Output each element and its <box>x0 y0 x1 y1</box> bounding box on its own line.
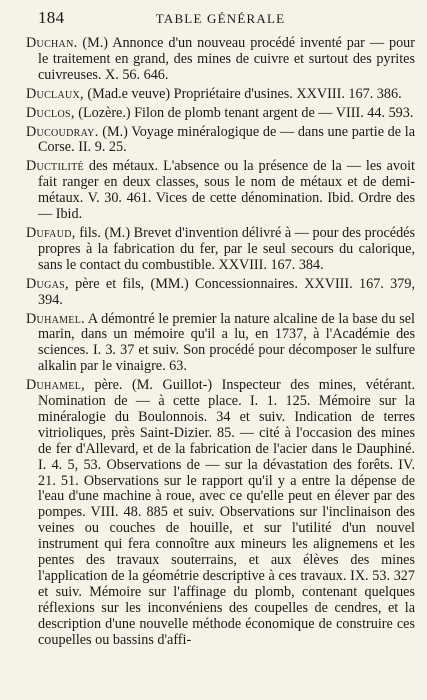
index-entry-duhamel-pere <box>26 378 415 648</box>
running-title: TABLE GÉNÉRALE <box>155 11 286 26</box>
index-entry-ductilite <box>26 159 415 223</box>
index-entries <box>26 36 415 649</box>
entry-headword: Duhamel, <box>26 377 85 394</box>
entry-headword: Ductilité <box>26 158 84 175</box>
index-entry-dugas <box>26 277 415 309</box>
entry-headword: Ducoudray. <box>26 123 99 140</box>
entry-headword: Dugas, <box>26 275 69 292</box>
entry-text: père et fils, (MM.) Concessionnaires. XXVIII. 167. 379, 394. <box>38 275 415 308</box>
entry-text: A démontré le premier la nature alcaline de la base du sel marin, dans un mémoire qu'il a lu, en 1737, à l'Académie des sciences. I. 3. 37 et suiv. Son procédé pour décomposer le sulfure alkalin par le vinaigre. 63. <box>38 310 415 375</box>
entry-text: fils. (M.) Brevet d'invention délivré à — pour des procédés propres à la fabrication du fer, par le seul secours du calorique, sans le contact du combustible. XXVIII. 167. 384. <box>38 224 415 273</box>
entry-headword: Duclaux, <box>26 85 84 102</box>
index-entry-dufaud <box>26 226 415 274</box>
entry-text: des métaux. L'absence ou la présence de la — les avoit fait ranger en deux classes, sous le nom de métaux et de demi-métaux. V. 30. 461. Vices de cette dénomination. Ibid. Ordre des — Ibid. <box>38 158 415 223</box>
index-entry-duhamel <box>26 312 415 376</box>
entry-headword: Duclos, <box>26 104 75 121</box>
entry-text: père. (M. Guillot-) Inspecteur des mines, vétérant. Nomination de — à cette place. I. 1. 125. Mémoire sur la minéralogie du Boulonnois. 34 et suiv. Indication de terres vitrioliques, près Saint-Dizier. 85. — cité à l'occasion des mines de fer d'Allevard, et de la fabrication de l'acier dans le Dauphiné. I. 4. 5, 53. Observations de — sur la dévastation des forêts. IV. 21. 51. Observations sur le rapport qu'il y a entre la dépense de l'eau d'une machine à roue, avec ce qu'elle peut en élever par des pompes. VIII. 48. 885 et suiv. Observations sur l'inclinaison des veines ou couches de houille, et sur l'utilité d'un nouvel instrument qui fera connoître aux mineurs les alignemens et les pentes des travaux souterrains, et aux élèves des mines l'application de la géométrie descriptive à ces travaux. IX. 53. 327 et suiv. Mémoire sur l'affinage du plomb, contenant quelques réflexions sur les inconvéniens des coupelles de cendres, et la description d'une nouvelle méthode économique de construire ces coupelles ou bassins d'affi- <box>38 377 415 648</box>
entry-headword: Duhamel. <box>26 310 85 327</box>
index-entry-ducoudray <box>26 125 415 157</box>
index-entry-duclaux <box>26 87 415 103</box>
entry-text: (Lozère.) Filon de plomb tenant argent de — VIII. 44. 593. <box>74 104 414 121</box>
entry-text: (Mad.e veuve) Propriétaire d'usines. XXVIII. 167. 386. <box>83 85 402 102</box>
index-entry-duchan <box>26 36 415 84</box>
page-number: 184 <box>38 8 65 27</box>
entry-text: (M.) Annonce d'un nouveau procédé inventé par — pour le traitement en grand, des mines de cuivre et surtout des pyrites cuivreuses. X. 56. 646. <box>38 35 415 83</box>
entry-headword: Dufaud, <box>26 224 76 241</box>
entry-text: (M.) Voyage minéralogique de — dans une partie de la Corse. II. 9. 25. <box>38 123 415 156</box>
page-header <box>26 6 415 36</box>
index-entry-duclos <box>26 106 415 122</box>
entry-headword: Duchan. <box>26 35 78 51</box>
